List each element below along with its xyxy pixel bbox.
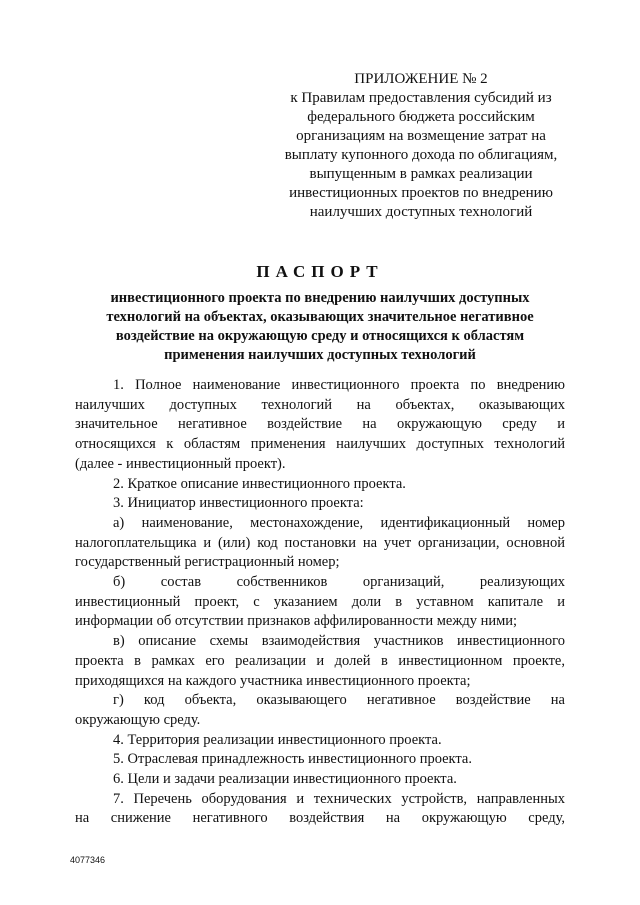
appendix-line: инвестиционных проектов по внедрению [289,185,553,201]
appendix-line: федерального бюджета российским [307,109,535,125]
body-line: (далее - инвестиционный проект). [75,455,286,472]
document-code: 4077346 [70,855,106,865]
body-line: наилучших доступных технологий на объектах, оказывающих [75,396,565,413]
body-line: а) наименование, местонахождение, идентификационный номер [113,514,565,531]
body-line: 3. Инициатор инвестиционного проекта: [113,495,364,512]
body-line: окружающую среду. [75,711,201,728]
body-line: б) состав собственников организаций, реализующих [113,574,565,591]
body-line: 2. Краткое описание инвестиционного проекта. [113,475,406,492]
appendix-line: наилучших доступных технологий [309,204,533,220]
subtitle-line: инвестиционного проекта по внедрению наилучших доступных [110,290,530,306]
body-line: значительное негативное воздействие на окружающую среду и [75,416,565,433]
body-line: 6. Цели и задачи реализации инвестиционного проекта. [113,771,457,788]
body-line: государственный регистрационный номер; [75,554,340,571]
appendix-line: организациям на возмещение затрат на [296,128,546,144]
body-line: относящихся к областям применения наилучших доступных технологий [75,436,565,453]
body-line: информации об отсутствии признаков аффилированности между ними; [75,613,518,630]
appendix-line: выплату купонного дохода по облигациям, [284,147,558,163]
appendix-line: к Правилам предоставления субсидий из [290,90,552,106]
subtitle-line: воздействие на окружающую среду и относящихся к областям [115,328,525,344]
body-line: г) код объекта, оказывающего негативное воздействие на [113,692,565,709]
body-line: проекта в рамках его реализации и долей в инвестиционном проекте, [75,652,565,669]
body-line: 7. Перечень оборудования и технических устройств, направленных [113,790,565,807]
body-line: 1. Полное наименование инвестиционного проекта по внедрению [113,377,565,393]
subtitle-line: применения наилучших доступных технологий [164,347,476,363]
body-line: 4. Территория реализации инвестиционного проекта. [113,731,442,748]
subtitle-line: технологий на объектах, оказывающих значительное негативное [106,309,534,325]
appendix-title: ПРИЛОЖЕНИЕ № 2 [354,71,488,87]
appendix-header [276,70,566,222]
document-body [75,376,565,829]
body-line: 5. Отраслевая принадлежность инвестиционного проекта. [113,751,472,768]
body-line: в) описание схемы взаимодействия участников инвестиционного [113,633,565,650]
appendix-line: выпущенным в рамках реализации [309,166,533,182]
document-subtitle [60,289,580,365]
document-title: ПАСПОРТ [256,262,384,281]
body-line: приходящихся на каждого участника инвестиционного проекта; [75,672,471,689]
body-line: на снижение негативного воздействия на окружающую среду, [75,810,565,827]
body-line: налогоплательщика и (или) код постановки на учет организации, основной [75,534,565,551]
body-line: инвестиционный проект, с указанием доли в уставном капитале и [75,593,565,610]
